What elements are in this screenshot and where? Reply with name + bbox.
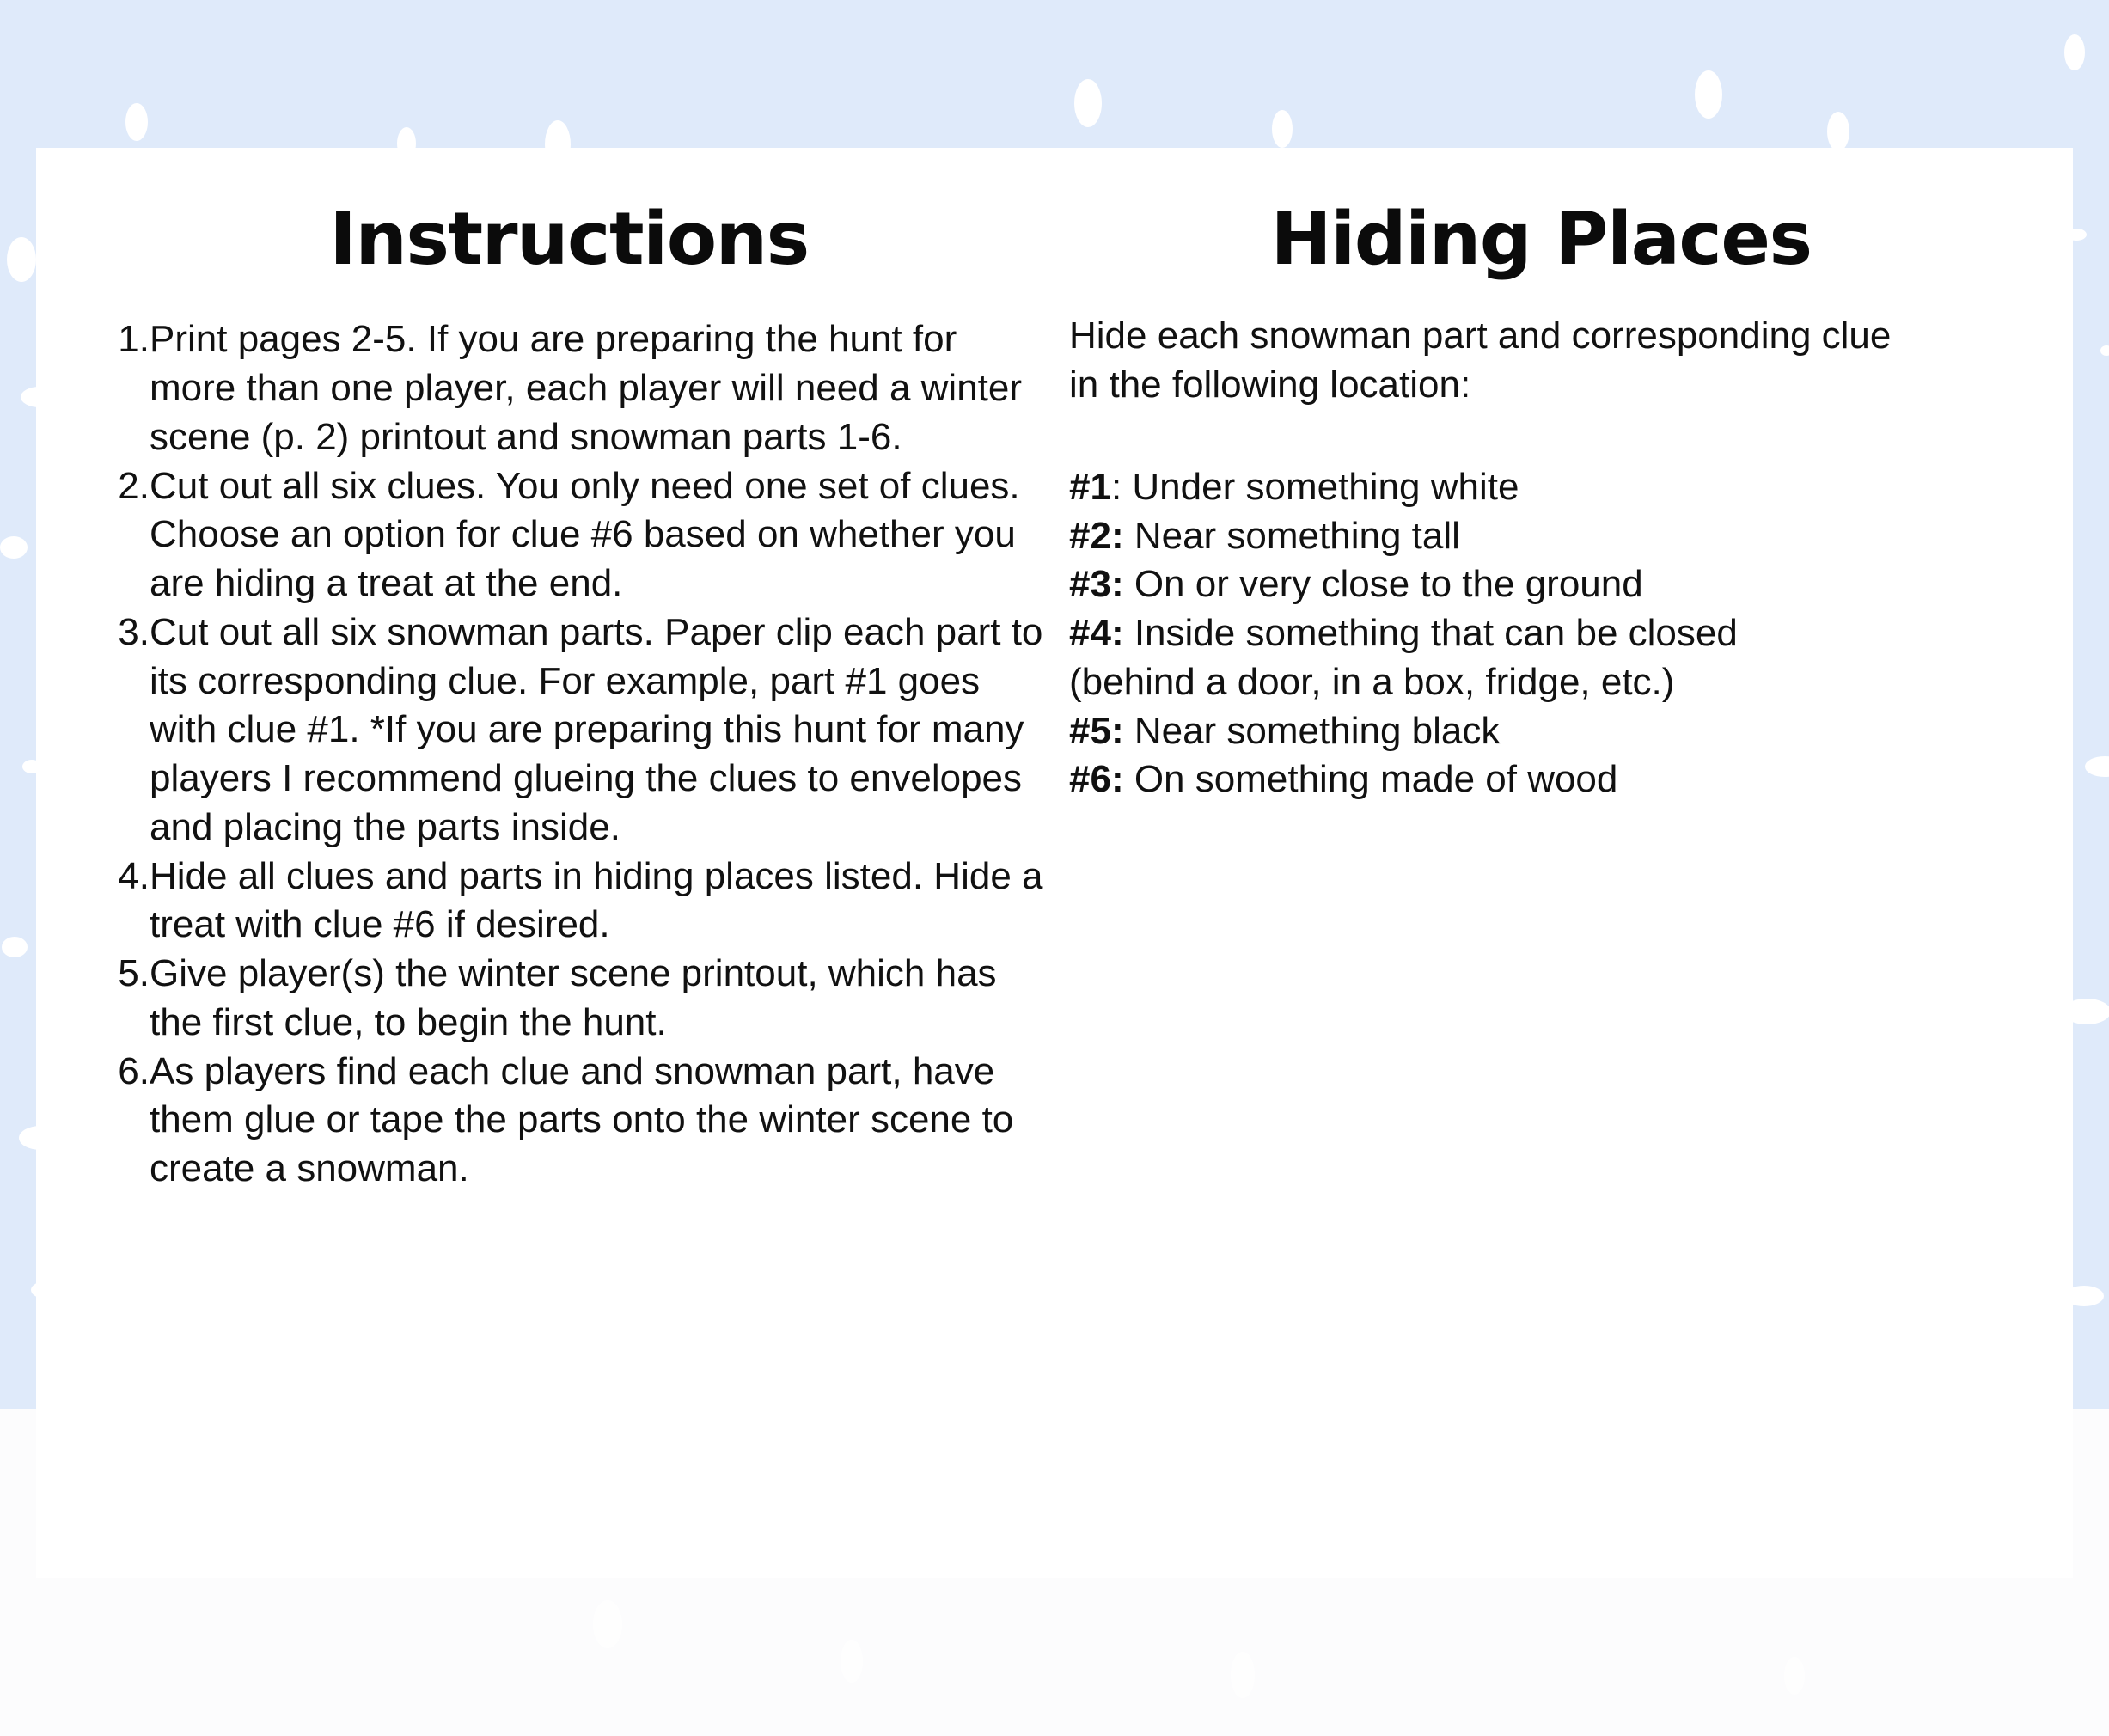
hiding-place-text: Under something white [1132, 465, 1519, 508]
instructions-list [88, 315, 1050, 1194]
instruction-item [88, 462, 1050, 608]
snowflake-dot [2100, 345, 2109, 356]
hiding-places-column [1050, 148, 2013, 804]
hiding-place-note: (behind a door, in a box, fridge, etc.) [1069, 660, 1675, 703]
hiding-places-list [1050, 463, 2013, 804]
hiding-place-separator [1124, 612, 1134, 654]
snowflake-dot [2064, 34, 2085, 70]
hiding-place-item [1069, 609, 2013, 707]
instruction-text: Hide all clues and parts in hiding places listed. Hide a treat with clue #6 if desired. [150, 854, 1043, 946]
instruction-text: Give player(s) the winter scene printout, which has the first clue, to begin the hunt. [150, 952, 997, 1043]
page-card [36, 148, 2073, 1578]
snowflake-dot [7, 237, 36, 282]
snowflake-dot-faint [1231, 1652, 1255, 1698]
snowflake-dot-faint [841, 1640, 863, 1683]
instruction-text: As players find each clue and snowman part, have them glue or tape the parts onto the winter scene to create a snowman. [150, 1049, 1014, 1189]
snowflake-dot-faint [1784, 1657, 1805, 1695]
hiding-place-item [1069, 463, 2013, 512]
two-column-layout [36, 148, 2073, 1578]
hiding-place-number: #3: [1069, 563, 1124, 606]
hiding-place-item [1069, 560, 2013, 609]
snowflake-dot [1695, 70, 1722, 119]
instruction-marker: 1. [118, 318, 150, 361]
instruction-marker: 3. [118, 610, 150, 653]
hiding-place-text: On or very close to the ground [1134, 563, 1643, 606]
instructions-heading: Instructions [329, 197, 809, 282]
snowflake-dot [0, 536, 28, 559]
snowflake-dot [1827, 112, 1849, 151]
instruction-marker: 4. [118, 854, 150, 897]
instruction-marker: 5. [118, 952, 150, 994]
hiding-place-separator: : [1110, 465, 1133, 508]
instruction-marker: 2. [118, 464, 150, 507]
hiding-place-item [1069, 707, 2013, 756]
instruction-text: Cut out all six clues. You only need one set of clues. Choose an option for clue #6 based on whether you are hiding a treat at the end. [150, 464, 1020, 604]
instruction-text: Cut out all six snowman parts. Paper clip each part to its corresponding clue. For example, part #1 goes with clue #1. *If you are preparing this hunt for many players I recommend glueing the clues to envelopes and placing the parts inside. [150, 610, 1043, 848]
instruction-item [88, 1048, 1050, 1194]
snowflake-dot-faint [593, 1600, 622, 1648]
snowflake-dot [125, 103, 148, 141]
instruction-item [88, 853, 1050, 951]
hiding-place-separator [1124, 758, 1134, 800]
hiding-places-intro: Hide each snowman part and corresponding clue in the following location: [1069, 315, 1892, 406]
instructions-column [88, 148, 1050, 1194]
hiding-place-item [1069, 512, 2013, 561]
hiding-place-text: Near something tall [1134, 514, 1460, 557]
snowflake-dot [1074, 79, 1102, 127]
instruction-item [88, 608, 1050, 853]
snowflake-dot [1272, 110, 1293, 148]
snowflake-dot [2085, 756, 2109, 777]
hiding-place-text: Inside something that can be closed [1134, 612, 1738, 654]
hiding-place-item [1069, 755, 2013, 804]
hiding-place-number: #5: [1069, 709, 1124, 752]
hiding-place-separator [1124, 563, 1134, 605]
hiding-place-number: #6: [1069, 758, 1124, 801]
hiding-places-heading: Hiding Places [1270, 197, 1812, 282]
hiding-place-separator [1124, 515, 1134, 557]
instruction-item [88, 315, 1050, 462]
hiding-place-text: Near something black [1134, 709, 1501, 752]
instruction-marker: 6. [118, 1049, 150, 1092]
hiding-place-text: On something made of wood [1134, 758, 1618, 801]
snowflake-dot [2, 937, 28, 957]
hiding-place-separator [1124, 710, 1134, 752]
instruction-item [88, 950, 1050, 1048]
hiding-place-number: #4: [1069, 612, 1124, 654]
hiding-place-number: #1 [1069, 465, 1111, 508]
hiding-place-number: #2: [1069, 514, 1124, 557]
instruction-text: Print pages 2-5. If you are preparing the hunt for more than one player, each player will need a winter scene (p. 2) printout and snowman parts 1-6. [150, 318, 1023, 458]
